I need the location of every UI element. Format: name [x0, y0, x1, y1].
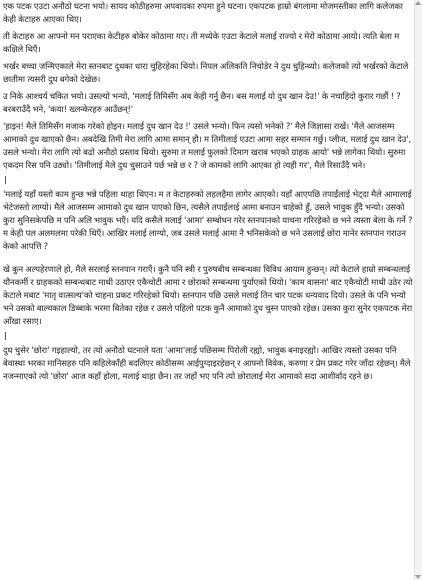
paragraph-4: उ निके आश्चर्य चकित भयो। उसल्यो भन्यो, 'मलाई तिमिसँग अब केही गर्नु छैन। बस मलाई यो दुध खान देउ!' के नचाहिदो कुरार गर्छौ ! ?बरबराउँदै भने, 'कया! ख्लन्केरहरु आउँछन्!': [3, 91, 401, 114]
scroll-down-arrow-icon[interactable]: [415, 575, 421, 579]
scroll-up-arrow-icon[interactable]: [415, 1, 421, 5]
paragraph-7: खे कुन अल्पहेरणाले हो, मैले सरलाई स्तनपान गराएँ। कुनै पनि स्त्री र पुरुषबीच सम्बन्धका विविध आयाम हुन्छन्। त्यो केटाले हाम्रो सम्बन्धलाई यौनकर्मी र ग्राहकको सम्बन्धबाट माथी उठाएर एकैचोटी आमा र छोराको सम्बन्धमा पुर्याएको थियो। 'काम वासना' बाट एकैचोटी माथी उठेर त्यो केटाले मबाट 'मातृ वात्सल्य'को चाहना प्रकट गरिरहेको थियो। स्तनपान पछि उसले मलाई तिन चार पटक धन्यवाद दियो। उसले के पनि भन्यो भने उसको बाल्यकाल डिब्बाके भरमा बितेका रहेछ र उसले पहिलो पटक कुनै आमाको दुध चुस्न पाएको रहेछ। उसका कुरा सुनेर एकपटक मेरा आँखा रसाए।: [3, 264, 413, 326]
text-cursor-divider: [5, 332, 414, 340]
paragraph-2: ती केटाहरु आ आफ्नो मन पराएका केटीहरु बोकेर कोठामा गए। ती मध्येके एउटा केटाले मलाई राज्यो र मेरो कोठामा आयो। त्यति बेला म कक्षिले थिएँ।: [3, 31, 400, 54]
paragraph-1: एक पटक एउटा अनौठो घटना भयो। सायद कोठीहरुमा अपवादका रुपमा हुने घटना। एकपटक हाम्रो बंगलामा मोजमस्तीका लागि कलेजका केही केटाहरु आएका थिए।: [3, 1, 403, 24]
paragraph-5: 'हाइन! मैले तिमिसँग मजाक गरेको होइन। मलाई दुध खान देउ !' उसले भन्यो। फिन त्यसो भनेको ?' मैले जिज्ञासा राखें। 'मैले आजसम्म आमाको दुध खाएको छैन। अबदेखि तिमी मेरा लागि आमा समान् हौ। म तिमीलाई एउटा आमा सहर सम्मान गर्छु। प्लीज, मलाई दुध खान देउ', उसले भन्यो। मेरा लागि त्यो बढो अनौठो प्रस्ताव थियो। सुरुमा त मलाई फुलको दिमाग खराब भएको ग्राहक आयो' भन्ने लागेका थियो। सुरुमा एकदम रिस पनि उठ्यो। 'तिमीलाई मैले दुध चुसाउने पर्छ भन्ने छ र ? जे कामको लागि आएका हो त्यही गर', मैले रिसाउँदै भने।: [3, 121, 412, 170]
paragraph-6: 'मलाई यहाँ यस्तो काम हुन्छ भन्ने पहिला थाहा थिएन। म त केटाहरुको लहलहैमा लागेर आएको। यहाँ आएपछि तपाईंलाई भेट्दा मैले आमालाई भेटेजस्तो लाग्यो। मैले आजसम्म आमाको दुध खान पाएको छिन, त्यसैले तपाईंलाई आमा बनाउन चाहेको हुँ, उसले भावुक हुँदै भन्यो। उसको कुरा सुनिसकेपछि म पनि अलि भावुक भएँ। यदि कसैले मलाई 'आमा' सम्बोधन गरेर स्तनपानको याचना गरिरहेको छ भने त्यस्ता बेला के गर्ने ? म केही पल अलमलमा परेकी थिएँ। आखिर मलाई लाग्यो, जब उसले मलाई आमा नै भनिसकेको छ भने उसलाई छोरा मानेर स्तनपान गराउन केको आपत्ति ?: [3, 189, 413, 251]
paragraph-8: दुध चुसेर 'छोरा' गइहाल्यो, तर त्यो अनौठो घटनाले यता 'आमा'लाई पछिसम्म पिरोली रह्यो, भावुक बनाइरह्यो। आखिर त्यस्तो उसका पनि बेवास्था भरका मानिसहरु पनि कहिलेकाँही बदलिएर कोठीसम्म आईपुग्दाइरहेछन् र आफ्नो विवेक, करुणा र प्रेम प्रकट गरेर जाँदा रहेछन्। मैले नजन्माएको त्यो 'छोरा' आज कहाँ होला, मलाई थाहा छैन। तर जहाँ भए पनि त्यो छोरालाई मेरा आमाको सदा आशीर्वाद रहने छ।: [3, 345, 411, 381]
text-cursor-divider: [5, 176, 414, 184]
paragraph-3: भर्खर बच्चा जन्मिएकाले मेरा स्तनबाट दुधका धारा चुहिरहेका थियो। निपल अलिकति निचोडेर ने दुध चुहिन्थ्यो। कलेजको त्यो भर्खरको केटाले छातीमा त्यसरी दुध बगेको देखेछ।: [3, 61, 409, 84]
vertical-scrollbar[interactable]: [414, 0, 422, 580]
